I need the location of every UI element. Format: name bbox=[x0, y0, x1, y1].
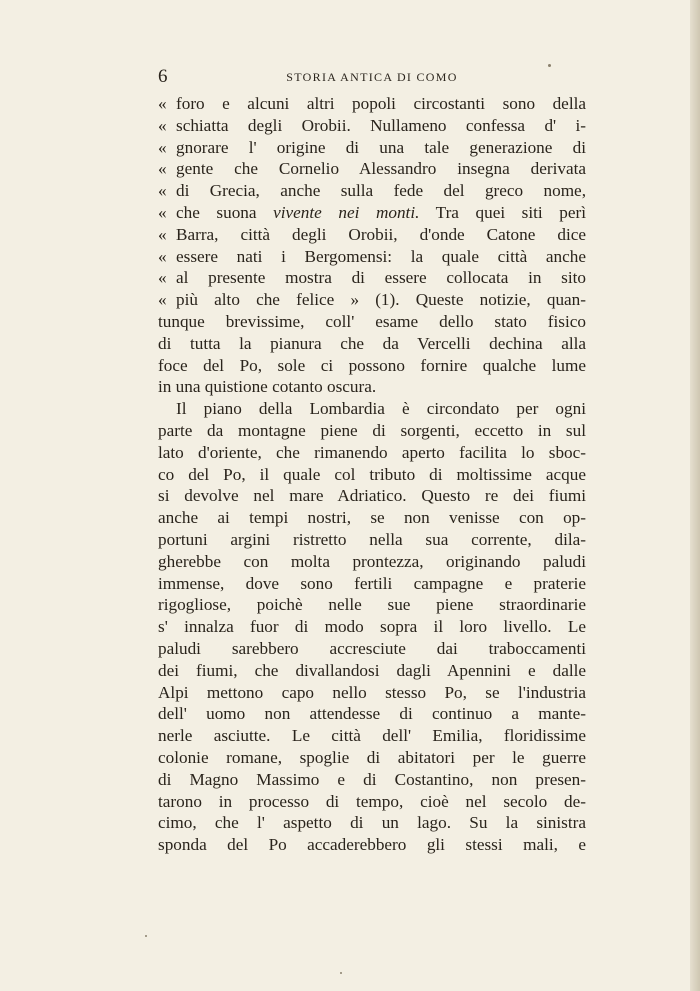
quote-mark: « bbox=[158, 290, 167, 310]
text-line: foce del Po, sole ci possono fornire qualche lume bbox=[158, 355, 586, 375]
quote-mark: « bbox=[158, 224, 167, 244]
page-edge bbox=[690, 0, 700, 991]
italic-phrase: vivente nei monti. bbox=[273, 202, 420, 222]
running-title: STORIA ANTICA DI COMO bbox=[286, 70, 458, 84]
text-line: di Magno Massimo e di Costantino, non presen- bbox=[158, 769, 586, 789]
text-line: « più alto che felice » (1). Queste notizie, quan- bbox=[158, 290, 586, 310]
text-line: colonie romane, spoglie di abitatori per le guerre bbox=[158, 747, 586, 767]
text-line: tarono in processo di tempo, cioè nel secolo de- bbox=[158, 791, 586, 811]
text-line: Il piano della Lombardia è circondato per ogni bbox=[176, 399, 586, 419]
text-line: tunque brevissime, coll' esame dello stato fisico bbox=[158, 311, 586, 331]
paper-speck bbox=[548, 64, 551, 67]
text-line: si devolve nel mare Adriatico. Questo re dei fiumi bbox=[158, 486, 586, 506]
text-line: « schiatta degli Orobii. Nullameno confessa d' i- bbox=[158, 115, 586, 135]
text-line: « essere nati i Bergomensi: la quale città anche bbox=[158, 246, 586, 266]
text-line: cimo, che l' aspetto di un lago. Su la sinistra bbox=[158, 813, 586, 833]
page-number: 6 bbox=[158, 66, 168, 87]
text-line: « gente che Cornelio Alessandro insegna derivata bbox=[158, 159, 586, 179]
text-line: nerle asciutte. Le città dell' Emilia, floridissime bbox=[158, 726, 586, 746]
text-line: portuni argini ristretto nella sua corrente, dila- bbox=[158, 529, 586, 549]
text-line: paludi sarebbero accresciute dai traboccamenti bbox=[158, 638, 586, 658]
text-line: dei fiumi, che divallandosi dagli Apennini e dalle bbox=[158, 660, 586, 680]
paper-speck bbox=[340, 972, 342, 974]
text-line: co del Po, il quale col tributo di moltissime acque bbox=[158, 464, 586, 484]
page-header bbox=[158, 66, 586, 90]
quote-mark: « bbox=[158, 159, 167, 179]
text-line: Alpi mettono capo nello stesso Po, se l'industria bbox=[158, 682, 586, 702]
text-line: gherebbe con molta prontezza, originando paludi bbox=[158, 551, 586, 571]
text-line: « di Grecia, anche sulla fede del greco nome, bbox=[158, 181, 586, 201]
quote-mark: « bbox=[158, 246, 167, 266]
text-line: anche ai tempi nostri, se non venisse con op- bbox=[158, 508, 586, 528]
paper-speck bbox=[145, 935, 147, 937]
text-line: dell' uomo non attendesse di continuo a mante- bbox=[158, 704, 586, 724]
quote-mark: « bbox=[158, 268, 167, 288]
text-line: immense, dove sono fertili campagne e praterie bbox=[158, 573, 586, 593]
text-line: in una quistione cotanto oscura. bbox=[158, 377, 377, 397]
text-line: sponda del Po accaderebbero gli stessi mali, e bbox=[158, 835, 586, 855]
text-line: « gnorare l' origine di una tale generazione di bbox=[158, 137, 586, 157]
text-line: s' innalza fuor di modo sopra il loro livello. Le bbox=[158, 617, 586, 637]
text-line: rigogliose, poichè nelle sue piene straordinarie bbox=[158, 595, 586, 615]
quote-mark: « bbox=[158, 181, 167, 201]
text-line: parte da montagne piene di sorgenti, eccetto in sul bbox=[158, 420, 586, 440]
quote-mark: « bbox=[158, 94, 167, 113]
quote-mark: « bbox=[158, 202, 167, 222]
text-line: « Barra, città degli Orobii, d'onde Catone dice bbox=[158, 224, 586, 244]
quote-mark: « bbox=[158, 137, 167, 157]
text-line: « foro e alcuni altri popoli circostanti sono della bbox=[158, 94, 586, 113]
text-line: lato d'oriente, che rimanendo aperto facilita lo sboc- bbox=[158, 442, 586, 462]
quote-mark: « bbox=[158, 115, 167, 135]
body-text bbox=[158, 93, 586, 856]
text-line: « al presente mostra di essere collocata in sito bbox=[158, 268, 586, 288]
text-line: di tutta la pianura che da Vercelli dechina alla bbox=[158, 333, 586, 353]
text-line: « che suona vivente nei monti. Tra quei siti perì bbox=[158, 202, 586, 222]
